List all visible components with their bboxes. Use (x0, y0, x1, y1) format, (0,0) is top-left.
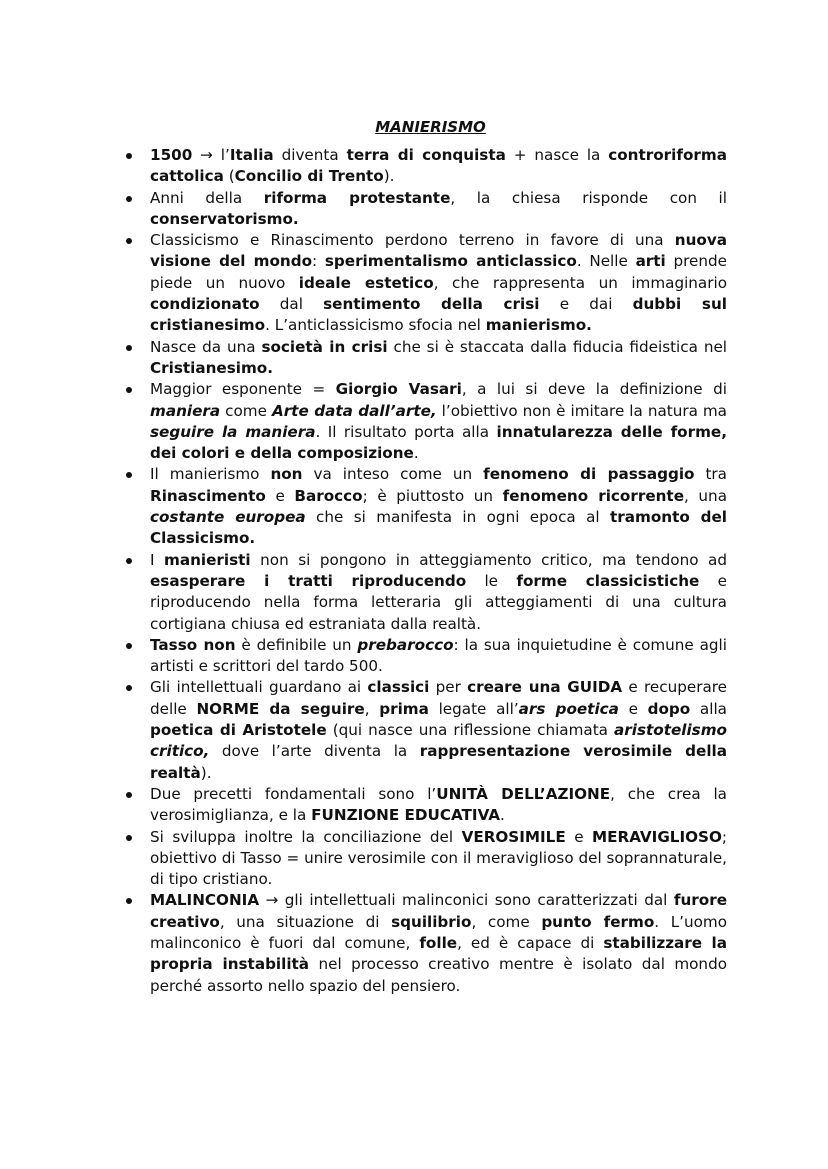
text-run: . (500, 806, 505, 825)
text-run: . (413, 444, 419, 463)
emphasis-text: società in crisi (261, 337, 388, 356)
text-run: non si pongono in atteggiamento critico, ma tendono ad (250, 550, 727, 569)
emphasis-text: dopo (647, 699, 691, 718)
emphasis-text: Giorgio Vasari (335, 380, 462, 399)
text-run: che si manifesta in ogni epoca al (305, 508, 611, 527)
text-run: come (220, 401, 272, 420)
text-run: e (265, 486, 295, 505)
text-run: , che crea la verosimiglianza, e la (150, 784, 727, 825)
emphasis-text: forme classicistiche (516, 571, 700, 590)
emphasis-text: prebarocco (357, 635, 454, 654)
emphasis-text: condizionato (150, 295, 260, 314)
text-run: che si è staccata dalla fiducia fideistica nel (387, 337, 728, 356)
text-run: ( (223, 167, 235, 186)
text-run: . L’anticlassicismo sfocia nel (265, 316, 486, 335)
emphasis-text: furore creativo (150, 891, 727, 931)
emphasis-text: controriforma cattolica (150, 146, 727, 186)
emphasis-text: MERAVIGLIOSO (592, 827, 722, 846)
emphasis-text: Tasso non (150, 635, 236, 654)
emphasis-text: non (270, 465, 303, 484)
list-item (122, 379, 727, 464)
text-run: Due precetti fondamentali sono l’ (150, 784, 437, 803)
emphasis-text: tramonto del Classicismo. (150, 508, 727, 548)
text-run: le (466, 571, 517, 590)
list-item (122, 890, 727, 996)
text-run: → l’ (192, 146, 230, 164)
emphasis-text: sperimentalismo anticlassico (324, 252, 577, 271)
text-run: e (565, 827, 593, 846)
text-run: e riproducendo nella forma letteraria gli atteggiamenti di una cultura cortigiana chiusa ed estraniata dalla realtà. (150, 571, 727, 633)
text-run: e dai (539, 295, 633, 314)
emphasis-text: poetica di Aristotele (150, 721, 327, 740)
text-run: dove l’arte diventa la (209, 742, 420, 761)
emphasis-text: seguire la maniera (150, 422, 316, 441)
list-item (122, 464, 727, 549)
text-run: : (312, 252, 325, 271)
text-run: : la sua inquietudine è comune agli artisti e scrittori del tardo 500. (150, 635, 727, 676)
text-run: dal (259, 295, 324, 314)
text-run: Gli intellettuali guardano ai (150, 678, 368, 697)
text-run: (qui nasce una riflessione chiamata (326, 721, 615, 740)
text-run: alla (690, 699, 727, 718)
page-title: MANIERISMO (375, 118, 486, 136)
emphasis-text: Rinascimento (150, 486, 266, 505)
emphasis-text: folle (419, 933, 458, 952)
text-run: diventa (273, 146, 347, 164)
emphasis-text: terra di conquista (346, 146, 506, 164)
text-run: Maggior esponente = (150, 380, 336, 399)
text-run: , ed è capace di (457, 933, 604, 952)
text-run: prende piede un nuovo (150, 252, 727, 292)
emphasis-text: dubbi sul cristianesimo (150, 295, 727, 335)
text-run: Classicismo e Rinascimento perdono terreno in favore di una (150, 231, 675, 250)
text-run: , come (471, 912, 542, 931)
emphasis-text: Cristianesimo. (150, 358, 273, 377)
emphasis-text: aristotelismo critico, (150, 721, 727, 761)
emphasis-text: nuova visione del mondo (150, 231, 727, 271)
text-run: , una (684, 486, 727, 505)
emphasis-text: manierismo. (485, 316, 592, 335)
bullet-list (122, 145, 727, 997)
text-run: ). (200, 763, 212, 782)
emphasis-text: fenomeno ricorrente (502, 486, 684, 505)
emphasis-text: Concilio di Trento (234, 167, 384, 186)
text-run: Il manierismo (150, 465, 271, 484)
emphasis-text: MALINCONIA (150, 891, 260, 910)
text-run: nel processo creativo mentre è isolato dal mondo perché assorto nello spazio del pensiero. (150, 955, 727, 995)
list-item (122, 784, 727, 827)
text-run: , che rappresenta un immaginario (433, 273, 727, 292)
text-run: Si sviluppa inoltre la conciliazione del (150, 827, 462, 846)
text-run: Nasce da una (150, 337, 262, 356)
list-item (122, 188, 727, 231)
text-run: , una situazione di (219, 912, 392, 931)
text-run: . Il risultato porta alla (315, 422, 497, 441)
emphasis-text: manieristi (164, 550, 251, 569)
list-item (122, 337, 727, 380)
text-run: ). (383, 167, 395, 186)
emphasis-text: costante europea (150, 508, 306, 527)
text-run: l’obiettivo non è imitare la natura ma (436, 401, 727, 420)
text-run: va inteso come un (302, 465, 484, 484)
text-run: → gli intellettuali malinconici sono caratterizzati dal (259, 891, 674, 910)
text-run: + nasce la (505, 146, 609, 164)
emphasis-text: maniera (150, 401, 221, 420)
emphasis-text: fenomeno di passaggio (483, 465, 695, 484)
emphasis-text: esasperare i tratti riproducendo (150, 571, 467, 590)
text-run: è definibile un (235, 635, 358, 654)
text-run: , a lui si deve la definizione di (461, 380, 727, 399)
emphasis-text: classici (367, 678, 430, 697)
text-run: , (364, 699, 380, 718)
list-item (122, 145, 727, 188)
emphasis-text: VEROSIMILE (461, 827, 566, 846)
emphasis-text: UNITÀ DELL’AZIONE (436, 784, 611, 803)
list-item (122, 230, 727, 336)
emphasis-text: innatularezza delle forme, dei colori e della composizione (150, 422, 727, 463)
emphasis-text: ideale estetico (298, 273, 434, 292)
list-item (122, 827, 727, 891)
emphasis-text: prima (379, 699, 429, 718)
list-item (122, 635, 727, 678)
text-run: ; obiettivo di Tasso = unire verosimile con il meraviglioso del soprannaturale, di tipo cristiano. (150, 827, 728, 889)
emphasis-text: Arte data dall’arte, (271, 401, 437, 420)
list-item (122, 677, 727, 783)
emphasis-text: ars poetica (518, 699, 619, 718)
text-run: e recuperare delle (150, 678, 727, 718)
text-run: . L’uomo malinconico è fuori dal comune, (150, 912, 728, 952)
emphasis-text: 1500 (150, 146, 193, 164)
emphasis-text: creare una GUIDA (467, 678, 623, 697)
emphasis-text: Italia (229, 146, 274, 164)
text-run: legate all’ (428, 699, 519, 718)
text-run: per (429, 678, 468, 697)
emphasis-text: riforma protestante (263, 188, 451, 207)
text-run: I (150, 550, 165, 569)
emphasis-text: Barocco (294, 486, 363, 505)
emphasis-text: squilibrio (391, 912, 472, 931)
emphasis-text: conservatorismo. (150, 209, 299, 228)
text-run: Anni della (150, 188, 264, 207)
emphasis-text: arti (635, 252, 666, 271)
list-item (122, 550, 727, 635)
emphasis-text: sentimento della crisi (323, 295, 540, 314)
text-run: tra (694, 465, 727, 484)
text-run: , la chiesa risponde con il (450, 188, 727, 207)
text-run: . Nelle (576, 252, 636, 271)
emphasis-text: FUNZIONE EDUCATIVA (311, 806, 501, 825)
text-run: ; è piuttosto un (362, 486, 503, 505)
emphasis-text: stabilizzare la propria instabilità (150, 933, 727, 974)
emphasis-text: punto fermo (541, 912, 655, 931)
emphasis-text: rappresentazione verosimile della realtà (150, 742, 727, 782)
text-run: e (618, 699, 648, 718)
emphasis-text: NORME da seguire (196, 699, 365, 718)
